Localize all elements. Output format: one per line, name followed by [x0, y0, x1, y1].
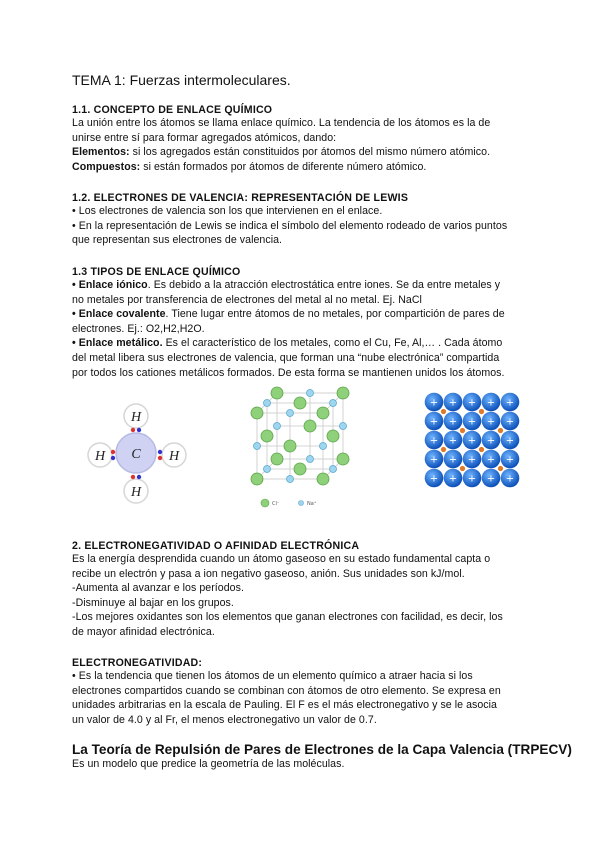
cation-sign: + — [467, 454, 477, 466]
text-line: de mayor afinidad electrónica. — [72, 625, 215, 638]
paragraph — [72, 116, 532, 174]
cation-sign: + — [429, 435, 439, 447]
atom-label: C — [131, 447, 141, 462]
free-electron — [479, 447, 484, 452]
text-line: no metales por transferencia de electrones del metal al no metal. Ej. NaCl — [72, 293, 422, 306]
metal-cations — [425, 393, 520, 488]
text-line: un valor de 4.0 y al Fr, el menos electronegativo un valor de 0.7. — [72, 713, 377, 726]
bullet-line: • Los electrones de valencia son los que intervienen en el enlace. — [72, 205, 383, 217]
cation-sign: + — [448, 435, 458, 447]
free-electron — [460, 466, 465, 471]
term-label: Elementos: — [72, 146, 130, 159]
cation-sign: + — [429, 454, 439, 466]
text-line: electrones compartidos cuando se combinan con átomos de otro elemento. Se expresa en — [72, 684, 501, 697]
text-line: unidades arbitrarias en la escala de Pauling. El F es el más electronegativo y se le asocia — [72, 699, 497, 712]
text-line: -Disminuye al bajar en los grupos. — [72, 596, 234, 609]
text-line: recibe un electrón y pasa a ion negativo gaseoso, anión. Sus unidades son kJ/mol. — [72, 567, 465, 580]
section-heading: ELECTRONEGATIVIDAD: — [72, 657, 203, 669]
text-line: del metal libera sus electrones de valencia, que forman una “nube electrónica” compartida — [72, 351, 500, 364]
term-text: . Tiene lugar entre átomos de no metales, por compartición de pares de — [165, 308, 505, 321]
section-heading: 1.3 TIPOS DE ENLACE QUÍMICO — [72, 266, 241, 278]
text-line: por todos los cationes metálicos formados. De esta forma se mantienen unidos los átomos. — [72, 366, 505, 379]
page-title: TEMA 1: Fuerzas intermoleculares. — [72, 72, 291, 88]
text-line: Es un modelo que predice la geometría de las moléculas. — [72, 758, 345, 770]
section-heading: 1.2. ELECTRONES DE VALENCIA: REPRESENTACIÓN DE LEWIS — [72, 192, 409, 204]
text-line: Es la energía desprendida cuando un átomo gaseoso en su estado fundamental capta o — [72, 553, 491, 565]
legend-chloride-swatch — [261, 499, 269, 507]
text-line: -Los mejores oxidantes son los elementos que ganan electrones con facilidad, es decir, los — [72, 611, 503, 624]
metallic-bond-figure — [424, 392, 522, 494]
text-line — [72, 307, 532, 322]
cation-sign: + — [505, 416, 515, 428]
bullet-line: • Es la tendencia que tienen los átomos de un elemento químico a atraer hacia si los — [72, 670, 473, 682]
legend-chloride-label: Cl⁻ — [272, 501, 280, 507]
text-line: electrones. Ej.: O2,H2,H2O. — [72, 322, 205, 335]
cation-sign: + — [467, 397, 477, 409]
cation-sign: + — [429, 397, 439, 409]
section-electron-affinity — [72, 540, 532, 640]
term-text: si los agregados están constituidos por átomos del mismo número atómico. — [129, 146, 491, 159]
section-valence-electrons — [72, 192, 532, 248]
text-line: que representan sus electrones de valencia. — [72, 234, 283, 247]
cation-sign: + — [505, 435, 515, 447]
term-label: • Enlace metálico. — [72, 337, 163, 350]
atom-label: H — [94, 449, 106, 464]
atom-label: H — [130, 485, 142, 500]
term-text: Es el característico de los metales, como el Cu, Fe, Al,… . Cada átomo — [162, 337, 503, 350]
term-text: si están formados por átomos de diferente número atómico. — [140, 160, 427, 173]
term-label: Compuestos: — [72, 160, 141, 173]
cation-sign: + — [448, 473, 458, 485]
section-bond-types — [72, 266, 532, 380]
paragraph — [72, 204, 532, 248]
free-electron — [441, 409, 446, 414]
section-heading: 1.1. CONCEPTO DE ENLACE QUÍMICO — [72, 104, 273, 116]
paragraph — [72, 757, 532, 772]
cation-sign: + — [486, 454, 496, 466]
cation-sign: + — [448, 397, 458, 409]
cation-sign: + — [505, 454, 515, 466]
free-electron — [498, 428, 503, 433]
text-line: unirse entre sí para formar agregados atómicos, dando: — [72, 131, 337, 144]
section-vsepr — [72, 742, 572, 772]
text-line — [72, 278, 532, 293]
free-electron — [498, 466, 503, 471]
cation-sign: + — [429, 416, 439, 428]
free-electron — [460, 428, 465, 433]
cation-sign: + — [486, 435, 496, 447]
paragraph — [72, 552, 532, 640]
legend-sodium-swatch — [299, 501, 304, 506]
cation-sign: + — [505, 397, 515, 409]
term-label: • Enlace covalente — [72, 308, 166, 321]
cation-sign: + — [486, 397, 496, 409]
term-text: . Es debido a la atracción electrostática entre iones. Se da entre metales y — [147, 279, 501, 291]
cation-sign: + — [467, 473, 477, 485]
section-heading: 2. ELECTRONEGATIVIDAD O AFINIDAD ELECTRÓNICA — [72, 540, 360, 552]
cation-sign: + — [505, 473, 515, 485]
cation-sign: + — [448, 416, 458, 428]
free-electron — [479, 409, 484, 414]
text-line: -Aumenta al avanzar e los períodos. — [72, 582, 244, 595]
atom-label: H — [168, 449, 180, 464]
text-line — [72, 336, 532, 351]
paragraph — [72, 669, 532, 727]
cation-sign: + — [486, 473, 496, 485]
text-line: La unión entre los átomos se llama enlace químico. La tendencia de los átomos es la de — [72, 117, 491, 129]
bullet-line: • En la representación de Lewis se indica el símbolo del elemento rodeado de varios puntos — [72, 219, 508, 232]
legend-sodium-label: Na⁺ — [307, 501, 317, 507]
free-electron — [441, 447, 446, 452]
cation-sign: + — [429, 473, 439, 485]
term-label: • Enlace iónico — [72, 279, 148, 291]
cation-sign: + — [448, 454, 458, 466]
cation-sign: + — [467, 435, 477, 447]
paragraph — [72, 278, 532, 380]
atom-label: H — [130, 410, 142, 425]
ionic-lattice-figure — [245, 385, 355, 515]
section-electronegativity — [72, 657, 532, 727]
covalent-bond-figure — [82, 400, 192, 510]
section-heading: La Teoría de Repulsión de Pares de Electrones de la Capa Valencia (TRPECV) — [72, 742, 572, 757]
cation-sign: + — [467, 416, 477, 428]
text-line — [72, 160, 532, 175]
cation-sign: + — [486, 416, 496, 428]
section-chemical-bond — [72, 104, 532, 174]
text-line — [72, 145, 532, 160]
